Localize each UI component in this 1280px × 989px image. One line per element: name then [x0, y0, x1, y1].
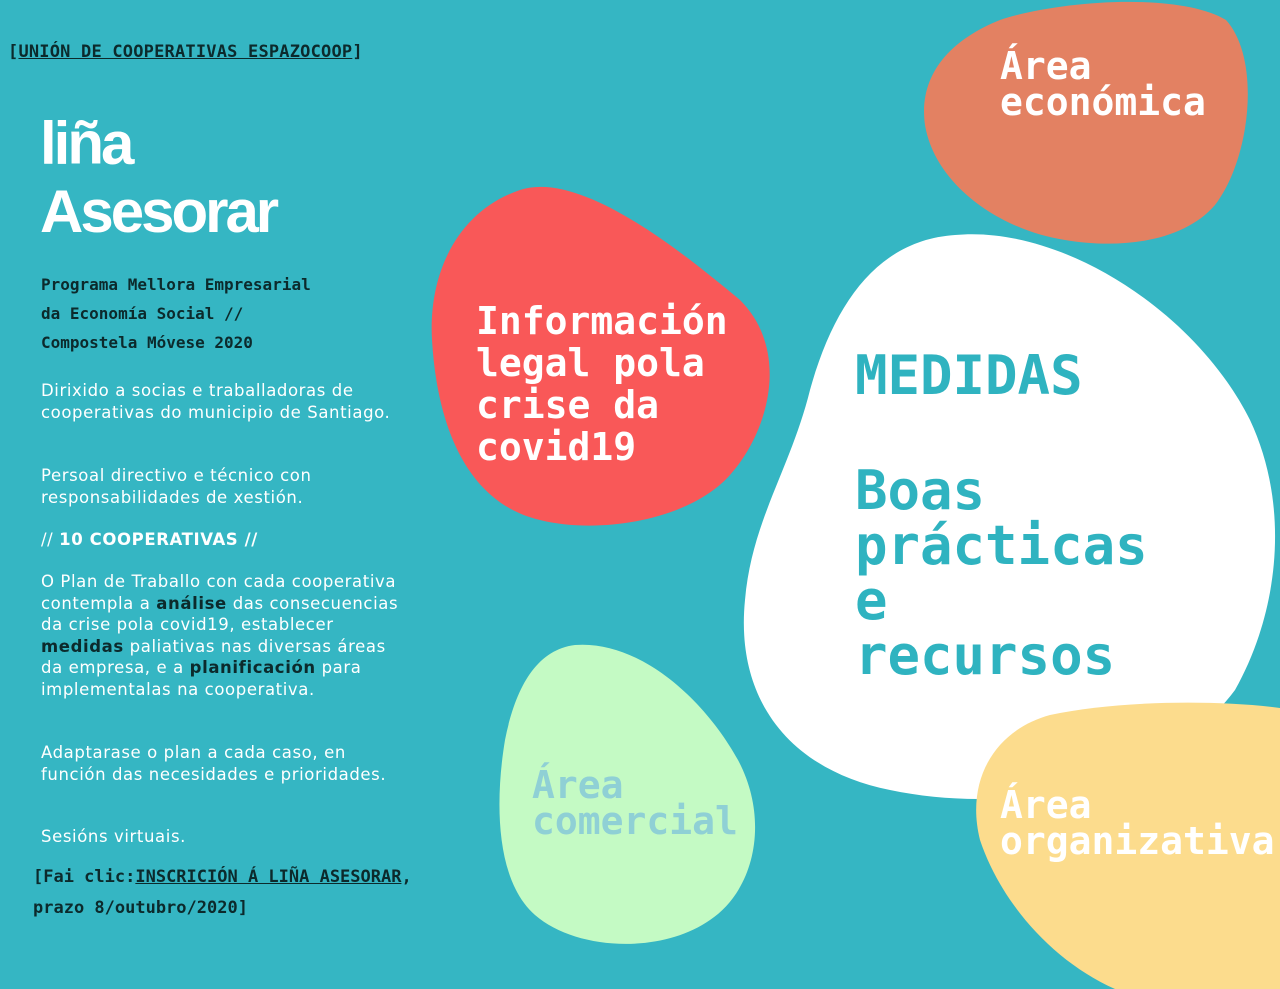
espazocoop-link[interactable]: UNIÓN DE COOPERATIVAS ESPAZOCOOP: [18, 42, 353, 62]
registration-cta: [33, 862, 433, 924]
boas-practicas-label: [855, 459, 1148, 687]
plan-bold-medidas: medidas: [41, 636, 124, 656]
economica-line-2: económica: [1000, 80, 1206, 124]
plan-text-c: das consecuencias da crise pola covid19, establecer: [41, 593, 399, 634]
adapt-paragraph: Adaptarase o plan a cada caso, en función das necesidades e prioridades.: [41, 743, 387, 784]
count-bold: 10 COOPERATIVAS //: [59, 530, 258, 549]
staff-paragraph: Persoal directivo e técnico con responsabilidades de xestión.: [41, 466, 312, 507]
org-close-bracket: ]: [352, 42, 363, 62]
plan-text-g: para implementalas na cooperativa.: [41, 658, 362, 699]
boas-line-1: Boas: [855, 459, 986, 522]
organizativa-line-2: organizativa: [1000, 819, 1275, 863]
informacion-line-3: crise da: [476, 383, 660, 427]
cooperatives-count: [41, 529, 411, 551]
informacion-line-2: legal pola: [476, 341, 705, 385]
audience-paragraph: Dirixido a socias e traballadoras de cooperativas do municipio de Santiago.: [41, 381, 391, 422]
boas-line-3: e: [855, 569, 888, 632]
comercial-label: [532, 763, 738, 843]
economica-label: [1000, 44, 1206, 124]
page-title: [40, 110, 276, 246]
program-line-1: Programa Mellora Empresarial: [41, 275, 311, 294]
registration-link[interactable]: INSCRICIÓN Á LIÑA ASESORAR: [135, 867, 402, 887]
program-subtitle: [41, 270, 401, 357]
plan-text-a: O Plan de Traballo con cada cooperativa contempla a: [41, 572, 397, 613]
sessions-paragraph: Sesións virtuais.: [41, 827, 186, 846]
informacion-line-4: covid19: [476, 425, 637, 469]
informacion-label: [476, 300, 776, 468]
comercial-line-2: comercial: [532, 799, 738, 843]
plan-paragraph: [41, 571, 411, 700]
org-open-bracket: [: [8, 42, 19, 62]
boas-line-4: recursos: [855, 624, 1116, 687]
program-line-2: da Economía Social //: [41, 304, 244, 323]
count-prefix: //: [41, 530, 60, 549]
comercial-line-1: Área: [532, 763, 624, 807]
medidas-title: MEDIDAS: [855, 344, 1083, 407]
title-line-2: Asesorar: [40, 178, 277, 245]
organizativa-line-1: Área: [1000, 783, 1092, 827]
organizativa-label: [1000, 783, 1275, 863]
org-header: [8, 42, 363, 62]
plan-bold-analise: análise: [156, 593, 227, 613]
cta-prefix: [Fai clic:: [33, 867, 136, 887]
plan-bold-planificacion: planificación: [189, 658, 316, 677]
program-line-3: Compostela Móvese 2020: [41, 333, 253, 352]
title-line-1: liña: [40, 110, 132, 177]
informacion-line-1: Información: [476, 299, 728, 343]
plan-text-e: paliativas nas diversas áreas da empresa, e a: [41, 636, 386, 677]
economica-line-1: Área: [1000, 44, 1092, 88]
cta-suffix: , prazo 8/outubro/2020]: [33, 867, 412, 918]
boas-line-2: prácticas: [855, 514, 1148, 577]
